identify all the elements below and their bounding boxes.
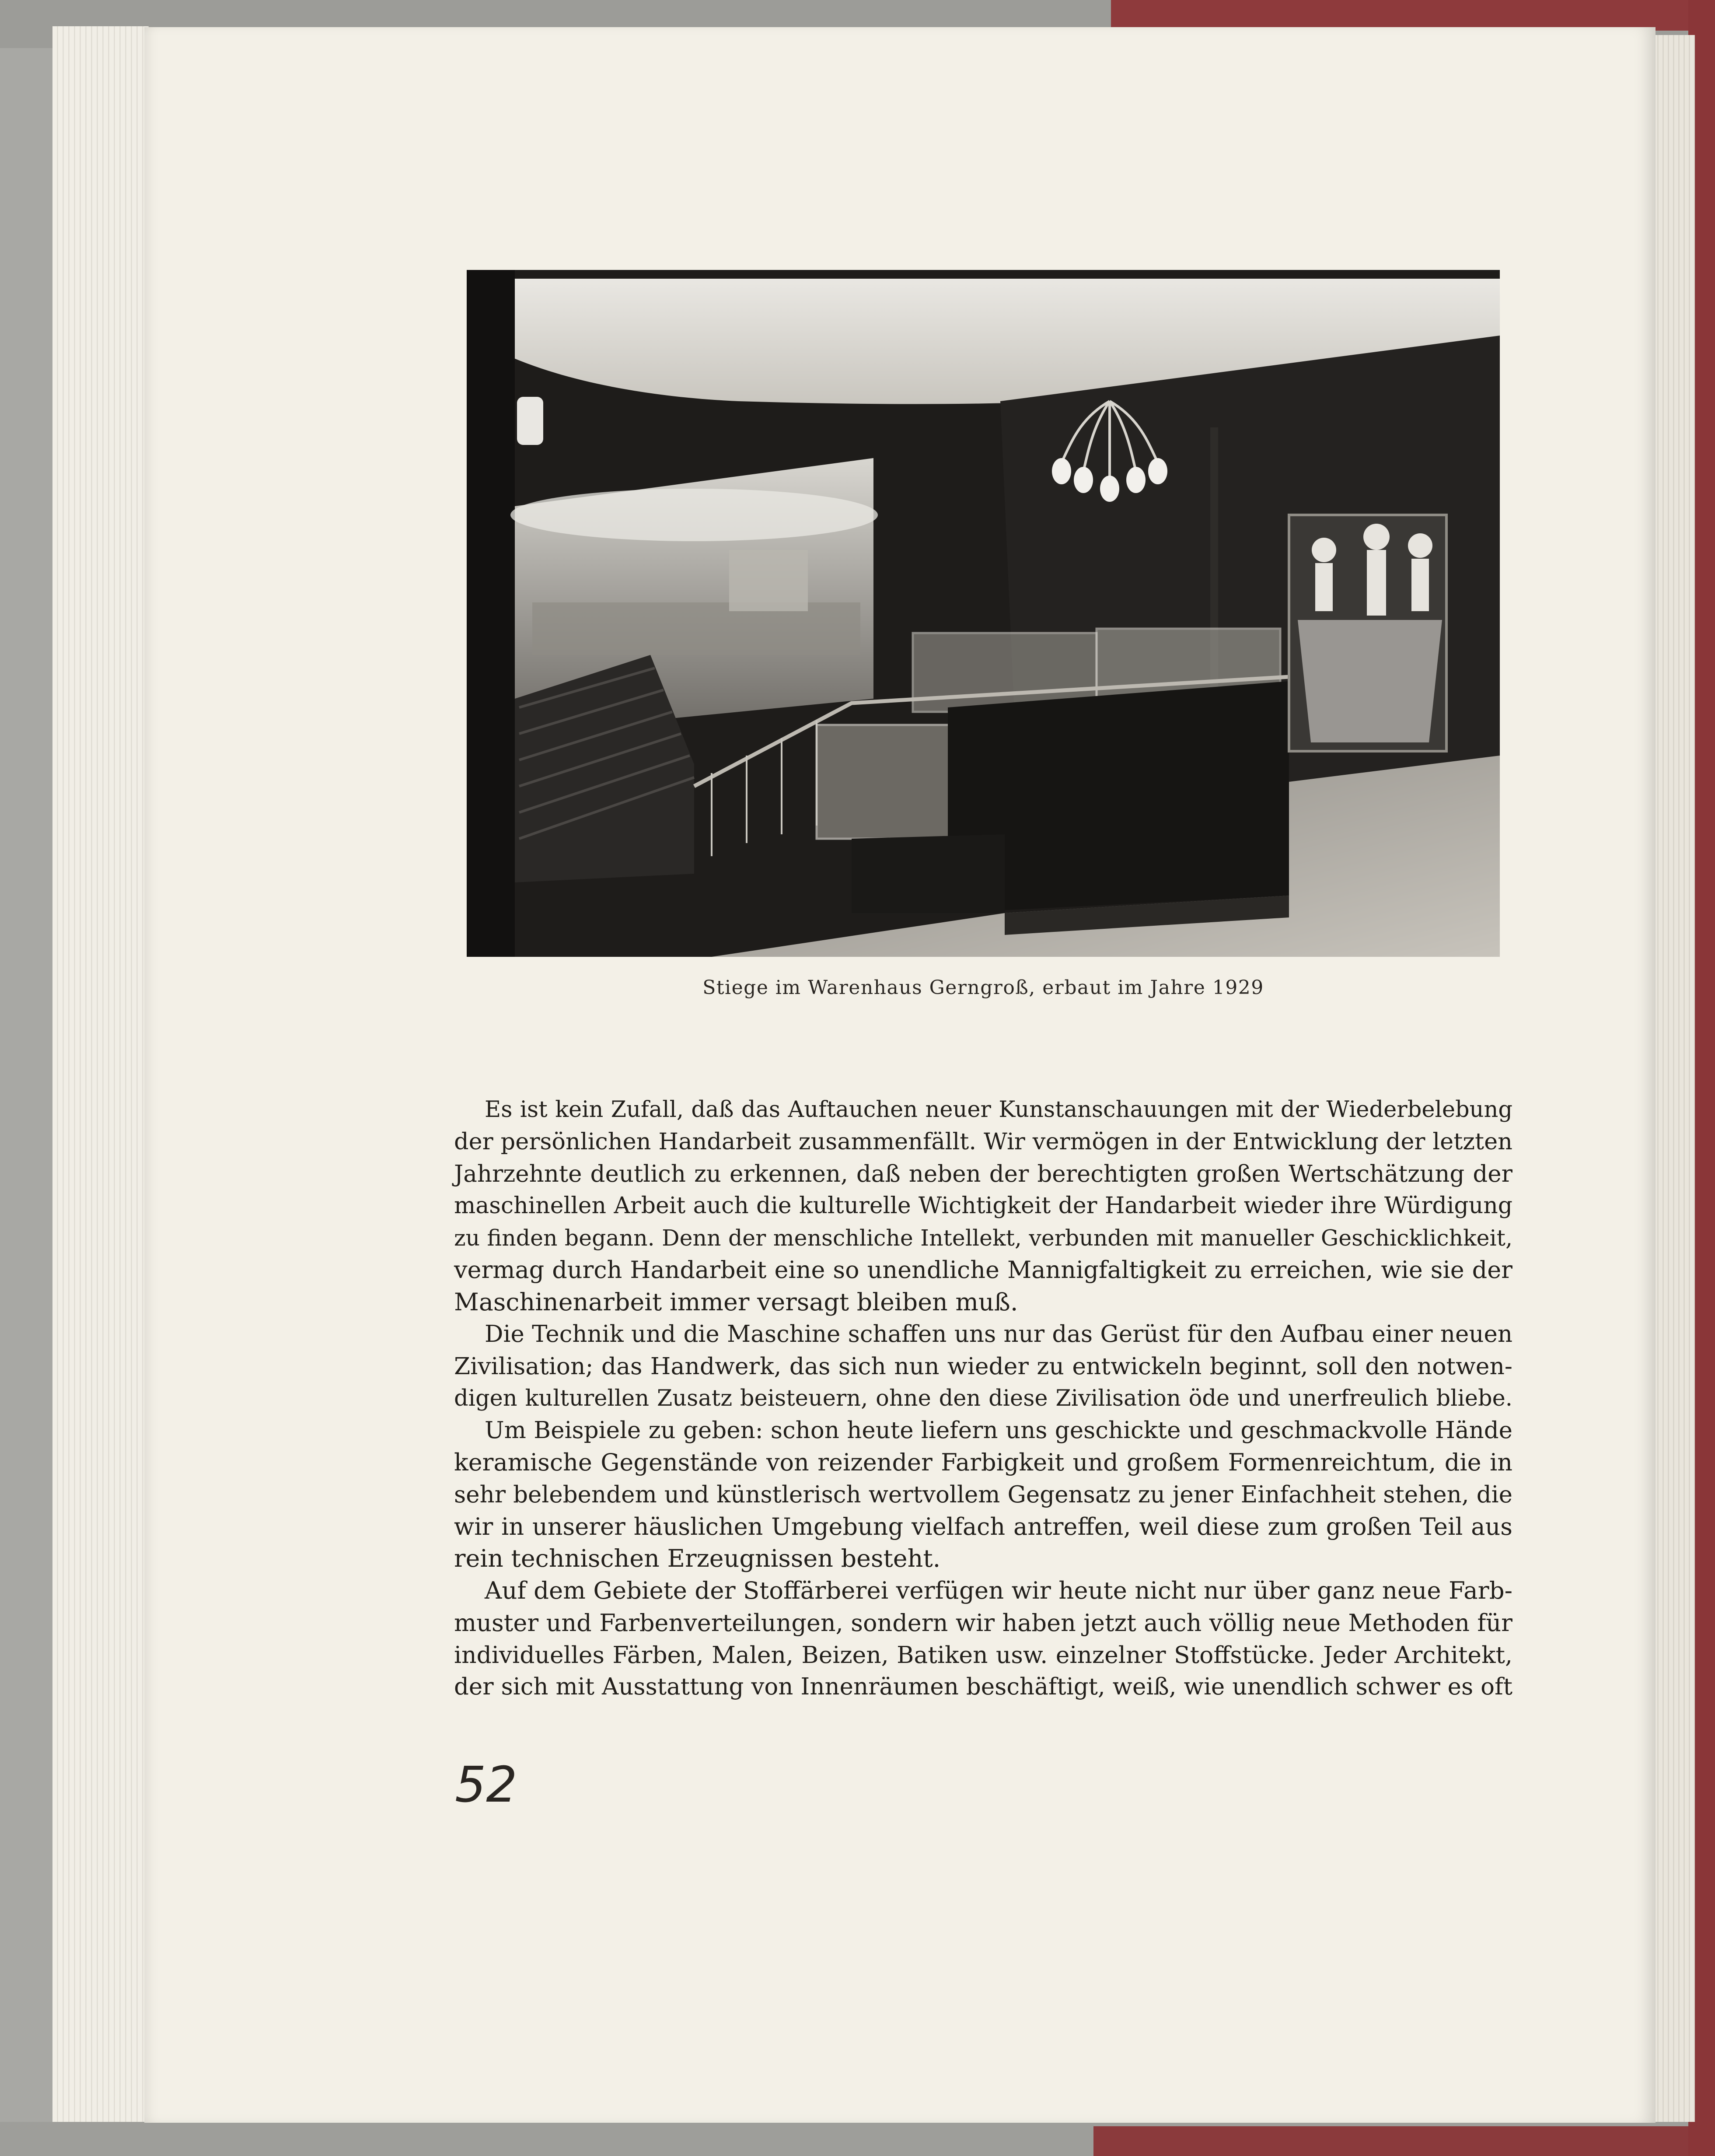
text-line: Maschinenarbeit immer versagt bleiben muß. xyxy=(454,1288,1018,1316)
text-line: keramische Gegenstände von reizender Farbigkeit und großem Formenreichtum, die in xyxy=(454,1449,1512,1477)
text-line: maschinellen Arbeit auch die kulturelle Wichtigkeit der Handarbeit wieder ihre Würdigung xyxy=(454,1192,1512,1219)
text-line: Jahrzehnte deutlich zu erkennen, daß neben der berechtigten großen Wertschätzung der xyxy=(454,1160,1512,1187)
text-line: vermag durch Handarbeit eine so unendliche Mannigfaltigkeit zu erreichen, wie sie der xyxy=(454,1256,1512,1284)
body-text xyxy=(454,1094,1512,1703)
text-line: Auf dem Gebiete der Stoffärberei verfügen wir heute nicht nur über ganz neue Farb- xyxy=(485,1576,1512,1605)
text-line: rein technischen Erzeugnissen besteht. xyxy=(454,1544,941,1573)
text-line: sehr belebendem und künstlerisch wertvollem Gegensatz zu jener Einfachheit stehen, die xyxy=(454,1481,1512,1508)
figure-caption: Stiege im Warenhaus Gerngroß, erbaut im Jahre 1929 xyxy=(702,976,1264,999)
book-cover-red-top xyxy=(1111,0,1715,31)
photo-illustration xyxy=(467,270,1500,957)
text-line: Es ist kein Zufall, daß das Auftauchen neuer Kunstanschauungen mit der Wiederbelebung xyxy=(485,1097,1512,1123)
text-line: zu finden begann. Denn der menschliche Intellekt, verbunden mit manueller Geschicklichkeit, xyxy=(454,1225,1512,1251)
text-line: der persönlichen Handarbeit zusammenfällt. Wir vermögen in der Entwicklung der letzten xyxy=(454,1128,1512,1155)
text-line: Zivilisation; das Handwerk, das sich nun wieder zu entwickeln beginnt, soll den notwen- xyxy=(454,1352,1512,1380)
page-edges-right xyxy=(1653,35,1695,2122)
book-cover-left xyxy=(0,0,57,2156)
page-number: 52 xyxy=(455,1757,517,1813)
text-line: Die Technik und die Maschine schaffen uns nur das Gerüst für den Aufbau einer neuen xyxy=(485,1321,1512,1348)
text-line: digen kulturellen Zusatz beisteuern, ohne den diese Zivilisation öde und unerfreulich bliebe. xyxy=(454,1385,1512,1411)
text-line: wir in unserer häuslichen Umgebung vielfach antreffen, weil diese zum großen Teil aus xyxy=(454,1512,1512,1540)
text-line: muster und Farbenverteilungen, sondern wir haben jetzt auch völlig neue Methoden für xyxy=(454,1609,1512,1637)
text-line: der sich mit Ausstattung von Innenräumen beschäftigt, weiß, wie unendlich schwer es oft xyxy=(454,1673,1512,1701)
page-edges-left xyxy=(52,26,149,2122)
text-line: individuelles Färben, Malen, Beizen, Batiken usw. einzelner Stoffstücke. Jeder Architekt, xyxy=(454,1641,1512,1669)
book-cover-red-bottom xyxy=(1093,2126,1715,2156)
text-line: Um Beispiele zu geben: schon heute liefern uns geschickte und geschmackvolle Hände xyxy=(485,1417,1512,1444)
department-store-staircase-photo xyxy=(467,270,1500,957)
